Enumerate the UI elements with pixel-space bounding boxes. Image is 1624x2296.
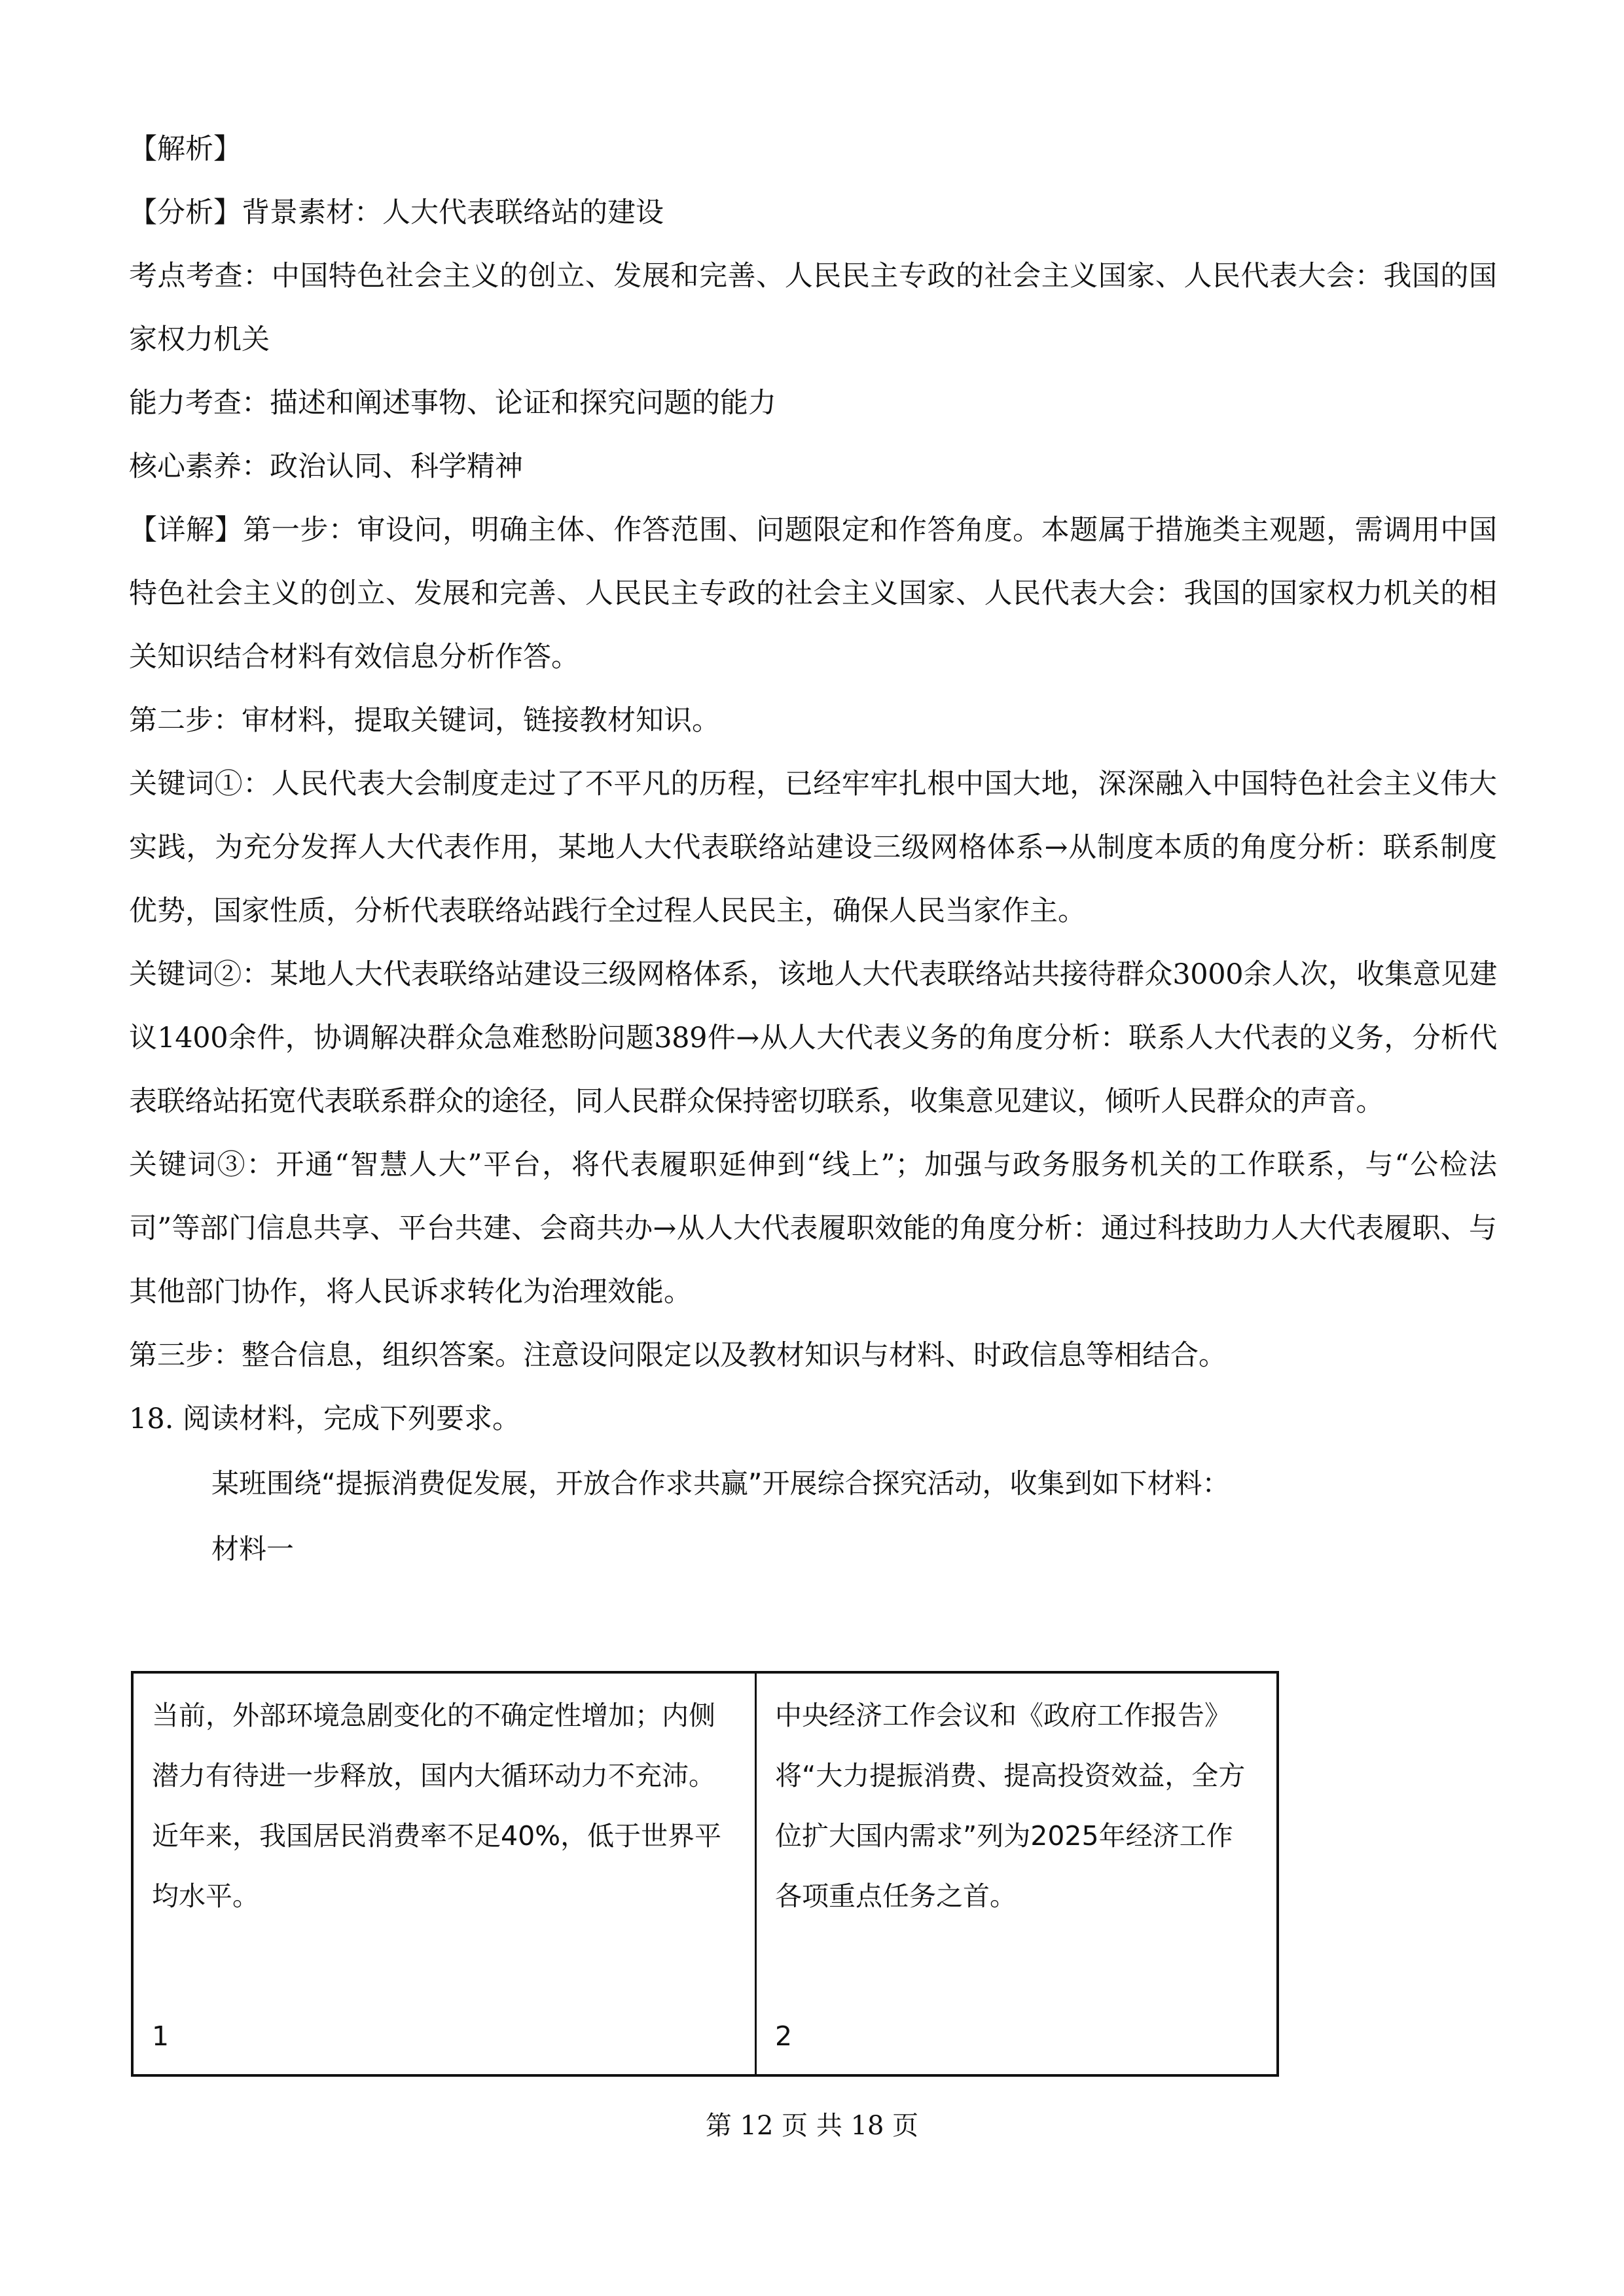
analysis-keyword-2: 关键词②：某地人大代表联络站建设三级网格体系，该地人大代表联络站共接待群众3000余人次，收集意见建议1400余件，协调解决群众急难愁盼问题389件→从人大代表义务的角度分析：联系人大代表的义务，分析代表联络站拓宽代表联系群众的途径，同人民群众保持密切联系，收集意见建议，倾听人民群众的声音。 xyxy=(129,958,1497,1118)
analysis-keyword-1: 关键词①：人民代表大会制度走过了不平凡的历程，已经牢牢扎根中国大地，深深融入中国特色社会主义伟大实践，为充分发挥人大代表作用，某地人大代表联络站建设三级网格体系→从制度本质的角度分析：联系制度优势，国家性质，分析代表联络站践行全过程人民民主，确保人民当家作主。 xyxy=(129,768,1497,927)
table-cell-left xyxy=(134,1674,757,2074)
left-cell-paragraph-1: 当前，外部环境急剧变化的不确定性增加；内侧潜力有待进一步释放，国内大循环动力不充沛。 xyxy=(152,1700,715,1791)
analysis-xiangjie: 【详解】第一步：审设问，明确主体、作答范围、问题限定和作答角度。本题属于措施类主观题，需调用中国特色社会主义的创立、发展和完善、人民民主专政的社会主义国家、人民代表大会：我国的国家权力机关的相关知识结合材料有效信息分析作答。 xyxy=(129,514,1497,673)
material-table xyxy=(131,1671,1279,2077)
analysis-fenxi: 【分析】背景素材：人大代表联络站的建设 xyxy=(129,196,664,229)
table-cell-right xyxy=(757,1674,1276,2074)
analysis-kaodian: 考点考查：中国特色社会主义的创立、发展和完善、人民民主专政的社会主义国家、人民代表大会：我国的国家权力机关 xyxy=(129,260,1497,356)
page-footer: 第 12 页 共 18 页 xyxy=(705,2111,919,2141)
page-content xyxy=(129,118,1497,1582)
left-cell-paragraph-2: 近年来，我国居民消费率不足40%，低于世界平均水平。 xyxy=(152,1820,722,1912)
material-label: 材料一 xyxy=(211,1533,295,1565)
analysis-hexin: 核心素养：政治认同、科学精神 xyxy=(129,450,523,483)
analysis-step2: 第二步：审材料，提取关键词，链接教材知识。 xyxy=(129,704,720,737)
right-cell-paragraph-1: 中央经济工作会议和《政府工作报告》将“大力提振消费、提高投资效益，全方位扩大国内需求”列为2025年经济工作各项重点任务之首。 xyxy=(775,1700,1246,1912)
left-cell-number: 1 xyxy=(152,2020,170,2052)
right-cell-number: 2 xyxy=(775,2020,793,2052)
analysis-step3: 第三步：整合信息，组织答案。注意设问限定以及教材知识与材料、时政信息等相结合。 xyxy=(129,1339,1227,1372)
analysis-heading: 【解析】 xyxy=(129,133,242,166)
question-intro: 某班围绕“提振消费促发展，开放合作求共赢”开展综合探究活动，收集到如下材料： xyxy=(211,1467,1230,1499)
question-title: 18. 阅读材料，完成下列要求。 xyxy=(129,1403,521,1435)
analysis-keyword-3: 关键词③：开通“智慧人大”平台，将代表履职延伸到“线上”；加强与政务服务机关的工作联系，与“公检法司”等部门信息共享、平台共建、会商共办→从人大代表履职效能的角度分析：通过科技助力人大代表履职、与其他部门协作，将人民诉求转化为治理效能。 xyxy=(129,1149,1497,1308)
analysis-nengli: 能力考查：描述和阐述事物、论证和探究问题的能力 xyxy=(129,387,776,420)
